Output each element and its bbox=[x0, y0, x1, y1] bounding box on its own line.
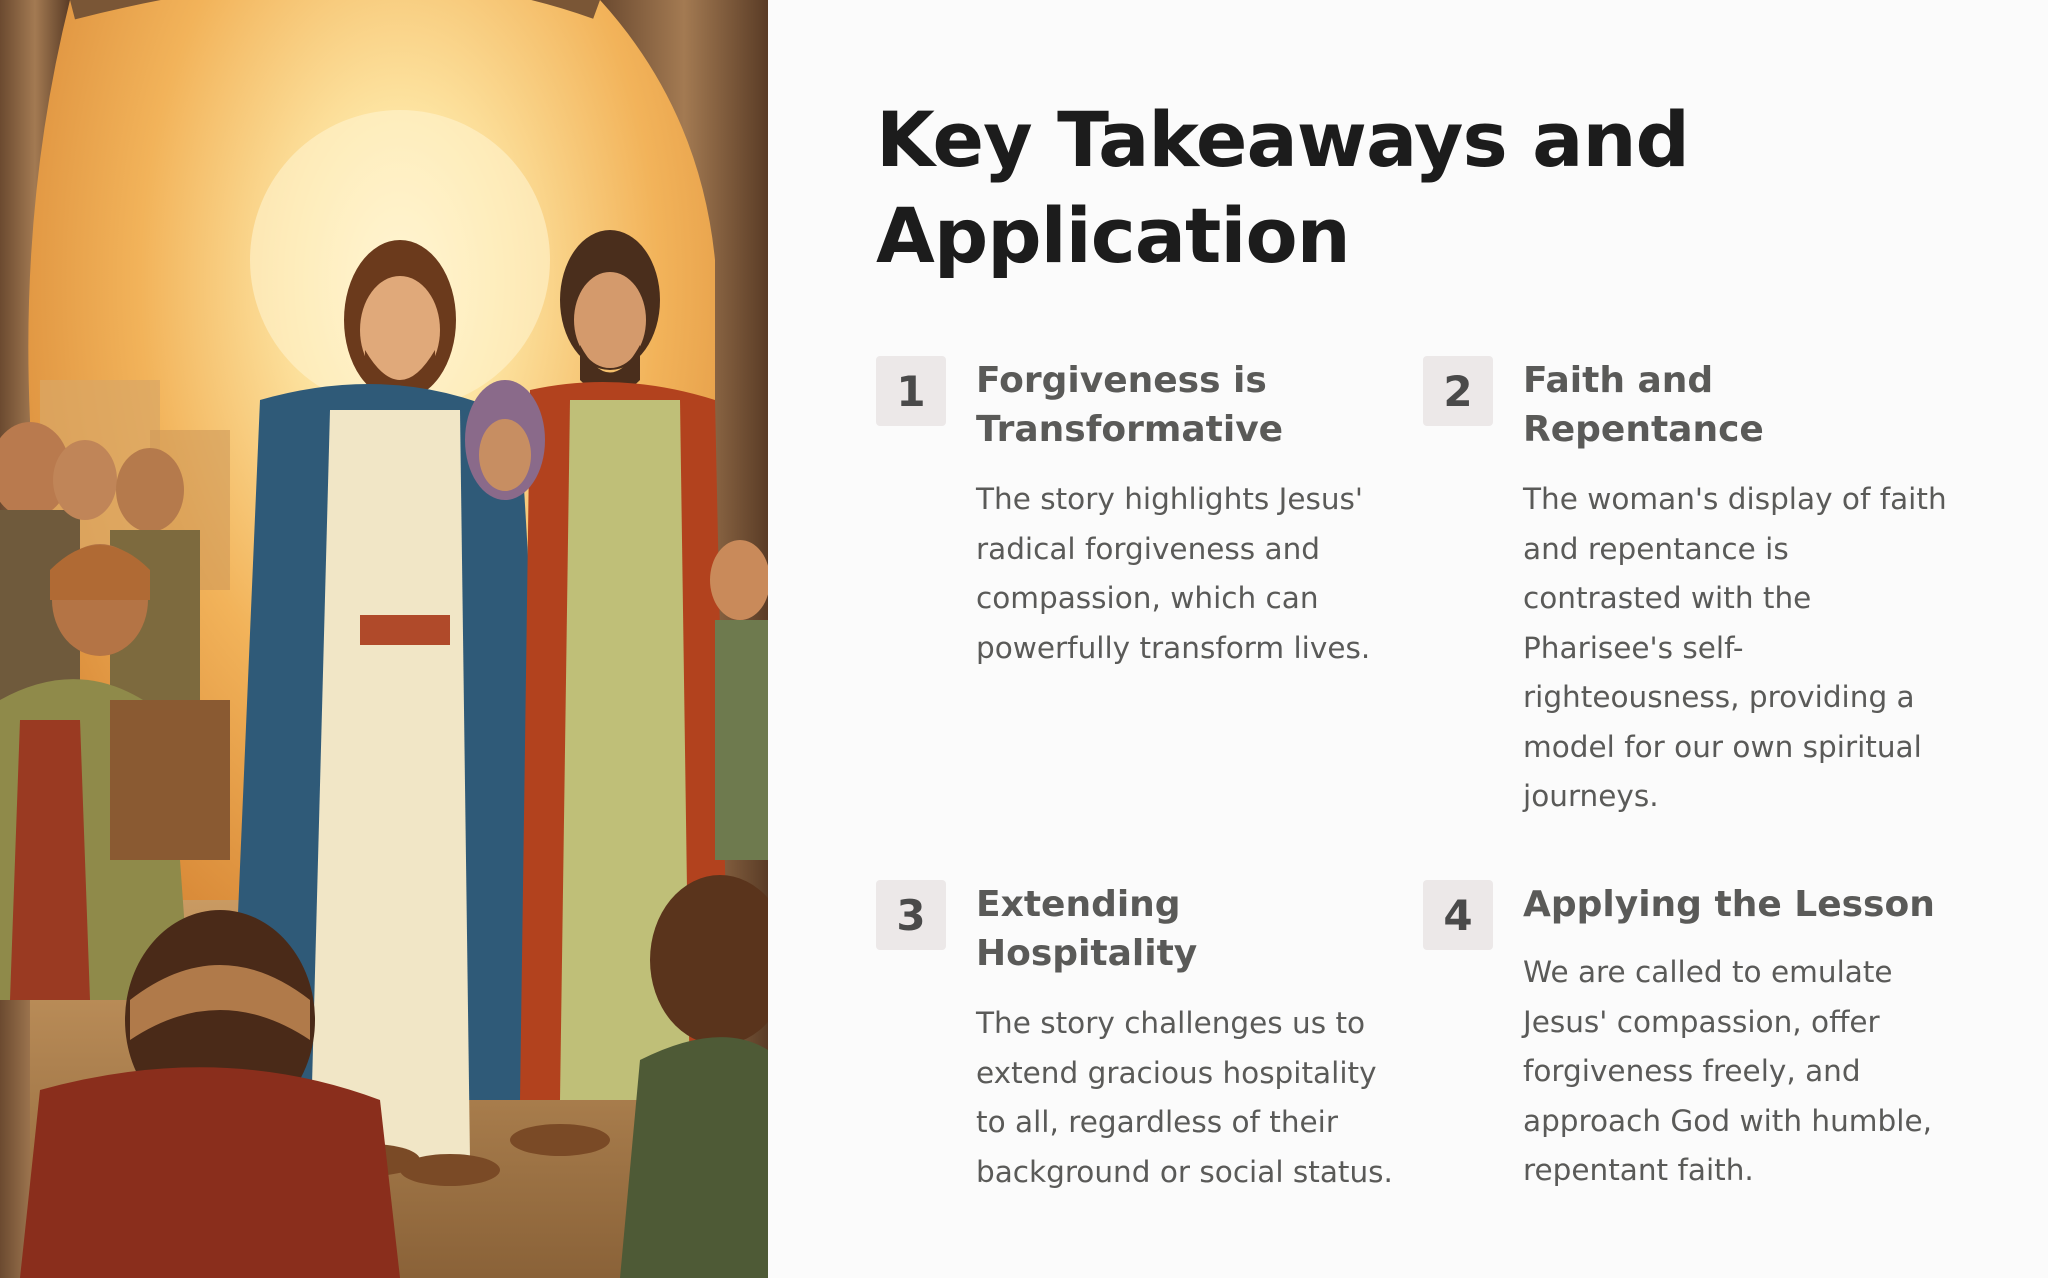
text-line: and repentance is bbox=[1523, 531, 1789, 566]
number-badge: 2 bbox=[1423, 356, 1493, 426]
number-badge: 4 bbox=[1423, 880, 1493, 950]
takeaway-title-line1: Faith and bbox=[1523, 360, 1714, 401]
takeaway-title-line1: Forgiveness is bbox=[976, 360, 1267, 401]
content-panel bbox=[876, 0, 2006, 1278]
text-line: righteousness, providing a bbox=[1523, 680, 1915, 714]
text-line: extend gracious hospitality bbox=[976, 1055, 1377, 1090]
text-line: forgiveness freely, and bbox=[1523, 1054, 1861, 1088]
takeaway-title-line2: Hospitality bbox=[976, 933, 1198, 974]
takeaway-text bbox=[1523, 948, 1953, 1196]
takeaway-title bbox=[976, 356, 1406, 454]
number-badge: 1 bbox=[876, 356, 946, 426]
text-line: radical forgiveness and bbox=[976, 531, 1321, 566]
takeaway-title-line2: Repentance bbox=[1523, 409, 1764, 450]
takeaway-title-line1: Applying the Lesson bbox=[1523, 884, 1935, 925]
text-line: The story highlights Jesus' bbox=[976, 482, 1364, 516]
slide-title bbox=[876, 92, 1876, 284]
takeaway-title bbox=[1523, 880, 1953, 929]
text-line: contrasted with the bbox=[1523, 581, 1812, 615]
slide-title-line1: Key Takeaways and bbox=[876, 95, 1689, 184]
text-line: Jesus' compassion, offer bbox=[1523, 1004, 1880, 1039]
text-line: compassion, which can bbox=[976, 581, 1319, 615]
text-line: repentant faith. bbox=[1523, 1153, 1754, 1187]
text-line: background or social status. bbox=[976, 1154, 1393, 1189]
text-line: The woman's display of faith bbox=[1523, 482, 1947, 516]
number-badge: 3 bbox=[876, 880, 946, 950]
text-line: model for our own spiritual bbox=[1523, 729, 1922, 764]
takeaway-text bbox=[976, 475, 1406, 673]
takeaway-title bbox=[976, 880, 1406, 978]
illustration-svg bbox=[0, 0, 768, 1278]
text-line: The story challenges us to bbox=[976, 1006, 1366, 1040]
text-line: to all, regardless of their bbox=[976, 1105, 1338, 1139]
text-line: Pharisee's self- bbox=[1523, 630, 1744, 665]
text-line: We are called to emulate bbox=[1523, 955, 1893, 989]
text-line: powerfully transform lives. bbox=[976, 630, 1371, 665]
text-line: approach God with humble, bbox=[1523, 1103, 1932, 1138]
biblical-scene-illustration bbox=[0, 0, 768, 1278]
text-line: journeys. bbox=[1523, 779, 1659, 813]
takeaway-text bbox=[976, 999, 1406, 1197]
takeaway-title bbox=[1523, 356, 1953, 454]
slide-title-line2: Application bbox=[876, 191, 1350, 280]
takeaway-text bbox=[1523, 475, 1953, 822]
takeaway-title-line1: Extending bbox=[976, 884, 1181, 925]
takeaway-title-line2: Transformative bbox=[976, 409, 1284, 450]
